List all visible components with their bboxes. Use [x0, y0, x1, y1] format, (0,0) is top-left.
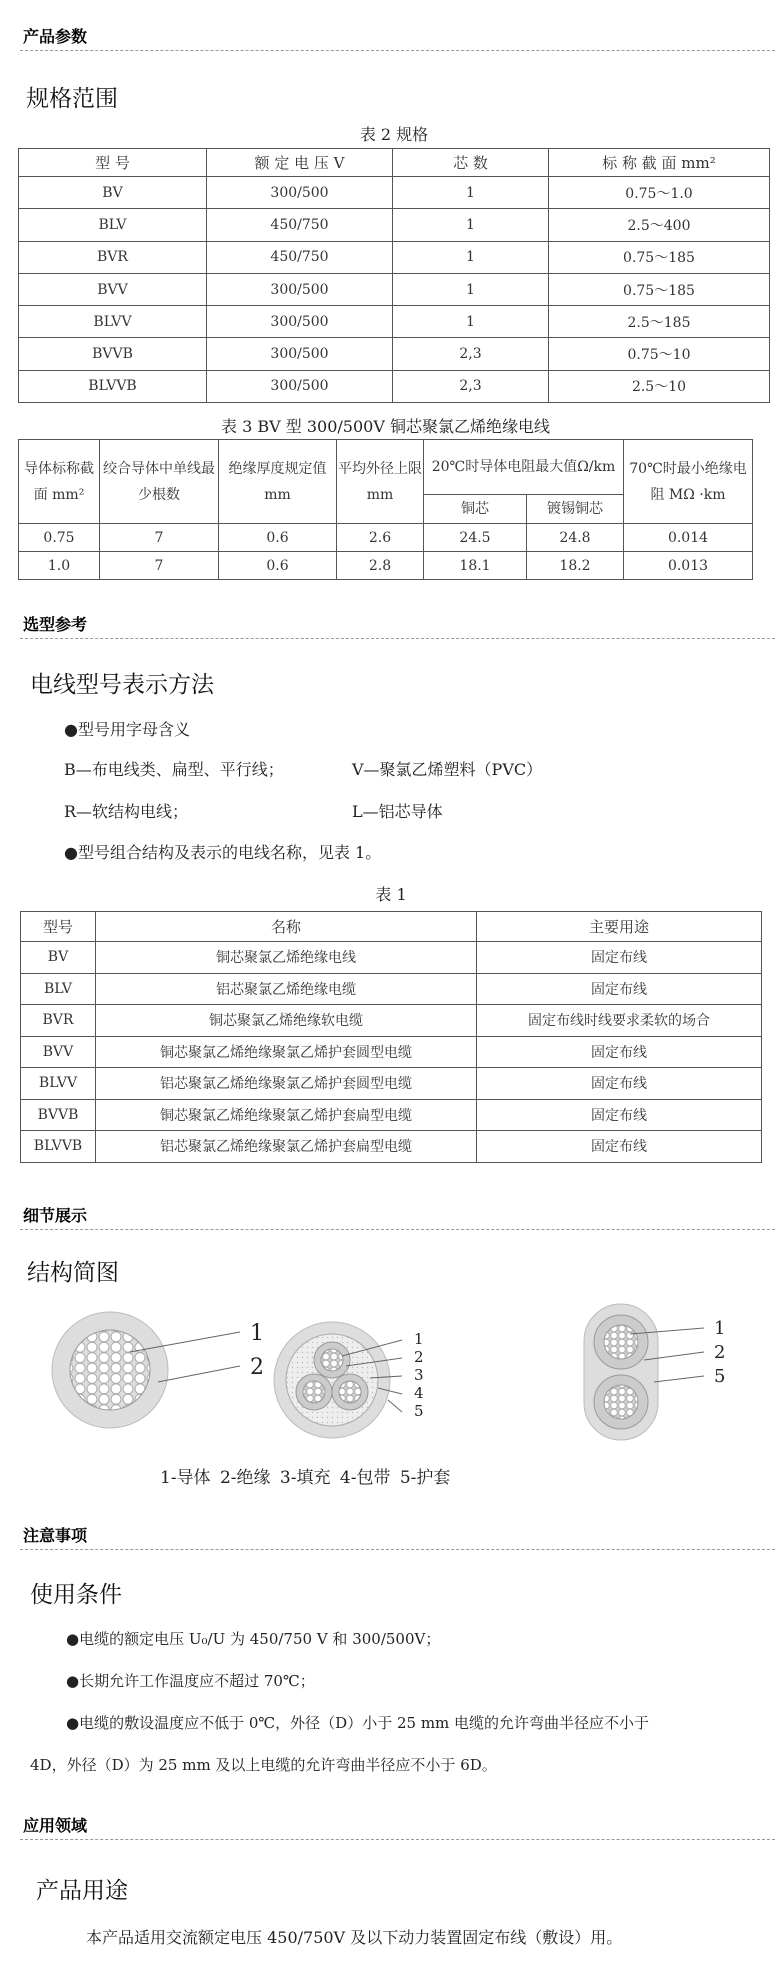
conductor-shape [321, 1349, 343, 1371]
table-header-cell: 70℃时最小绝缘电阻 MΩ ·km [624, 440, 753, 524]
table-cell: 固定布线 [477, 973, 762, 1005]
table-header-cell: 平均外径上限 mm [337, 440, 424, 524]
table-row [21, 942, 762, 974]
table-cell: 0.6 [219, 552, 337, 580]
table-cell: 2,3 [393, 370, 549, 402]
table-row [19, 370, 770, 402]
diagram-label: 2 [414, 1348, 424, 1366]
section-heading-notice: 注意事项 [23, 1526, 88, 1545]
diagram-label: 2 [250, 1355, 264, 1380]
table-cell: 0.75～1.0 [549, 177, 770, 209]
table-header-cell: 绝缘厚度规定值 mm [219, 440, 337, 524]
table-cell: BVV [21, 1036, 96, 1068]
table-row [21, 1131, 762, 1163]
table-cell: 24.8 [527, 524, 624, 552]
table-cell: 300/500 [207, 177, 393, 209]
table-header-cell: 型号 [21, 912, 96, 942]
conductor-shape [339, 1381, 361, 1403]
flat-cable-figure [584, 1304, 725, 1440]
diagram-label: 1 [414, 1330, 424, 1348]
table-row [21, 1005, 762, 1037]
cable-structure-diagram [50, 1290, 750, 1490]
table-cell: BLVV [19, 306, 207, 338]
spec-table [18, 148, 770, 403]
table-cell: 450/750 [207, 241, 393, 273]
table-header-cell: 型 号 [19, 149, 207, 177]
section-divider [20, 1229, 775, 1230]
table-cell: 0.014 [624, 524, 753, 552]
table-cell: 0.75～10 [549, 338, 770, 370]
table-cell: 0.75～185 [549, 273, 770, 305]
table-row [19, 338, 770, 370]
section-heading-detail: 细节展示 [23, 1206, 88, 1225]
table-cell: 2.5～10 [549, 370, 770, 402]
table-cell: 1.0 [19, 552, 100, 580]
table-cell: 1 [393, 177, 549, 209]
table-cell: BVV [19, 273, 207, 305]
table-header-cell: 名称 [96, 912, 477, 942]
table-row [19, 209, 770, 241]
table-cell: 2.5～400 [549, 209, 770, 241]
table-cell: BVR [21, 1005, 96, 1037]
table-cell: 1 [393, 273, 549, 305]
table-cell: 铝芯聚氯乙烯绝缘电缆 [96, 973, 477, 1005]
diagram-label: 4 [414, 1384, 424, 1402]
legend-b: B—布电线类、扁型、平行线； [64, 760, 284, 779]
table-cell: 300/500 [207, 338, 393, 370]
single-core-wire-figure [52, 1312, 264, 1428]
model-table [20, 911, 762, 1163]
table-cell: BLVVB [19, 370, 207, 402]
table-cell: BLVVB [21, 1131, 96, 1163]
table-cell: 固定布线 [477, 942, 762, 974]
table-cell: BLV [19, 209, 207, 241]
table-row [19, 306, 770, 338]
table-cell: 铜芯聚氯乙烯绝缘聚氯乙烯护套圆型电缆 [96, 1036, 477, 1068]
table-cell: 铝芯聚氯乙烯绝缘聚氯乙烯护套扁型电缆 [96, 1131, 477, 1163]
table-row [21, 973, 762, 1005]
table-cell: 18.2 [527, 552, 624, 580]
table-cell: 2,3 [393, 338, 549, 370]
bv-resistance-table [18, 439, 753, 580]
table-header-cell: 导体标称截面 mm² [19, 440, 100, 524]
table-header-cell: 铜芯 [424, 495, 527, 524]
diagram-label: 3 [414, 1366, 424, 1384]
section-divider [20, 638, 775, 639]
section-divider [20, 1549, 775, 1550]
table-row [19, 273, 770, 305]
table-row [21, 1068, 762, 1100]
table-header-cell: 额 定 电 压 V [207, 149, 393, 177]
table-cell: 7 [100, 524, 219, 552]
table-cell: 300/500 [207, 370, 393, 402]
table-cell: 1 [393, 241, 549, 273]
conductor-shape [70, 1330, 150, 1410]
conductor-shape [604, 1325, 638, 1359]
table-row [19, 552, 753, 580]
notice-bending-radius: ●电缆的敷设温度应不低于 0℃，外径（D）小于 25 mm 电缆的允许弯曲半径应不小于 [66, 1714, 650, 1732]
leader-line [654, 1376, 704, 1382]
table-cell: BVVB [19, 338, 207, 370]
diagram-label: 5 [414, 1402, 424, 1420]
table-cell: 18.1 [424, 552, 527, 580]
diagram-label: 5 [714, 1366, 726, 1387]
table-header-row [19, 440, 753, 495]
section-divider [20, 50, 775, 51]
table3-caption: 表 3 BV 型 300/500V 铜芯聚氯乙烯绝缘电线 [221, 417, 550, 436]
section-subtitle-model-naming: 电线型号表示方法 [30, 672, 214, 698]
table-cell: 固定布线时线要求柔软的场合 [477, 1005, 762, 1037]
table-row [21, 1099, 762, 1131]
notice-voltage: ●电缆的额定电压 U₀/U 为 450/750 V 和 300/500V； [66, 1630, 441, 1648]
table-row [19, 177, 770, 209]
table-cell: 300/500 [207, 306, 393, 338]
table-header-cell: 镀锡铜芯 [527, 495, 624, 524]
table-cell: 0.75 [19, 524, 100, 552]
conductor-shape [604, 1385, 638, 1419]
table-header-cell: 绞合导体中单线最少根数 [100, 440, 219, 524]
table-cell: 固定布线 [477, 1068, 762, 1100]
section-subtitle-purpose: 产品用途 [36, 1878, 128, 1904]
table-header-cell: 芯 数 [393, 149, 549, 177]
table-cell: 300/500 [207, 273, 393, 305]
legend-l: L—铝芯导体 [352, 802, 443, 821]
table-cell: BVR [19, 241, 207, 273]
table-cell: 固定布线 [477, 1036, 762, 1068]
table-row [19, 524, 753, 552]
table-cell: 铜芯聚氯乙烯绝缘软电缆 [96, 1005, 477, 1037]
diagram-label: 1 [714, 1318, 726, 1339]
application-description: 本产品适用交流额定电压 450/750V 及以下动力装置固定布线（敷设）用。 [86, 1928, 623, 1947]
table-cell: 2.8 [337, 552, 424, 580]
table-header-cell: 标 称 截 面 mm² [549, 149, 770, 177]
conductor-shape [303, 1381, 325, 1403]
table-header-row [21, 912, 762, 942]
table-row [19, 241, 770, 273]
section-divider [20, 1839, 775, 1840]
table-cell: 固定布线 [477, 1099, 762, 1131]
bullet-model-structure: ●型号组合结构及表示的电线名称，见表 1。 [64, 843, 382, 862]
leader-line [388, 1400, 402, 1412]
table2-caption: 表 2 规格 [359, 125, 429, 144]
legend-r: R—软结构电线； [64, 802, 189, 821]
table-header-cell: 主要用途 [477, 912, 762, 942]
table-row [21, 1036, 762, 1068]
diagram-label: 2 [714, 1342, 726, 1363]
table-cell: 24.5 [424, 524, 527, 552]
table-cell: BV [19, 177, 207, 209]
table-cell: BLVV [21, 1068, 96, 1100]
table-cell: 铜芯聚氯乙烯绝缘电线 [96, 942, 477, 974]
section-heading-application: 应用领域 [23, 1816, 88, 1835]
round-cable-figure [274, 1322, 424, 1438]
section-subtitle-usage: 使用条件 [30, 1582, 122, 1608]
table-cell: BLV [21, 973, 96, 1005]
leader-line [158, 1366, 240, 1382]
table-cell: 7 [100, 552, 219, 580]
bullet-letter-meaning: ●型号用字母含义 [64, 720, 190, 739]
section-subtitle-spec-range: 规格范围 [26, 86, 118, 112]
table-cell: 1 [393, 209, 549, 241]
table-cell: 固定布线 [477, 1131, 762, 1163]
table-cell: 1 [393, 306, 549, 338]
section-subtitle-structure: 结构简图 [27, 1260, 119, 1286]
table-cell: 0.013 [624, 552, 753, 580]
legend-v: V—聚氯乙烯塑料（PVC） [352, 760, 543, 779]
table-cell: 铝芯聚氯乙烯绝缘聚氯乙烯护套圆型电缆 [96, 1068, 477, 1100]
table-cell: 铜芯聚氯乙烯绝缘聚氯乙烯护套扁型电缆 [96, 1099, 477, 1131]
table1-caption: 表 1 [375, 885, 407, 904]
table-header-cell: 20℃时导体电阻最大值Ω/km [424, 440, 624, 495]
table-cell: 2.5～185 [549, 306, 770, 338]
table-cell: 2.6 [337, 524, 424, 552]
table-cell: BVVB [21, 1099, 96, 1131]
diagram-label: 1 [250, 1321, 264, 1346]
diagram-legend: 1-导体 2-绝缘 3-填充 4-包带 5-护套 [160, 1468, 451, 1488]
notice-temperature: ●长期允许工作温度应不超过 70℃； [66, 1672, 315, 1690]
section-heading-selection: 选型参考 [23, 615, 88, 634]
table-cell: BV [21, 942, 96, 974]
table-header-row [19, 149, 770, 177]
table-cell: 0.6 [219, 524, 337, 552]
table-cell: 450/750 [207, 209, 393, 241]
section-heading-params: 产品参数 [23, 27, 88, 46]
notice-bending-radius-cont: 4D，外径（D）为 25 mm 及以上电缆的允许弯曲半径应不小于 6D。 [30, 1756, 497, 1774]
table-cell: 0.75～185 [549, 241, 770, 273]
